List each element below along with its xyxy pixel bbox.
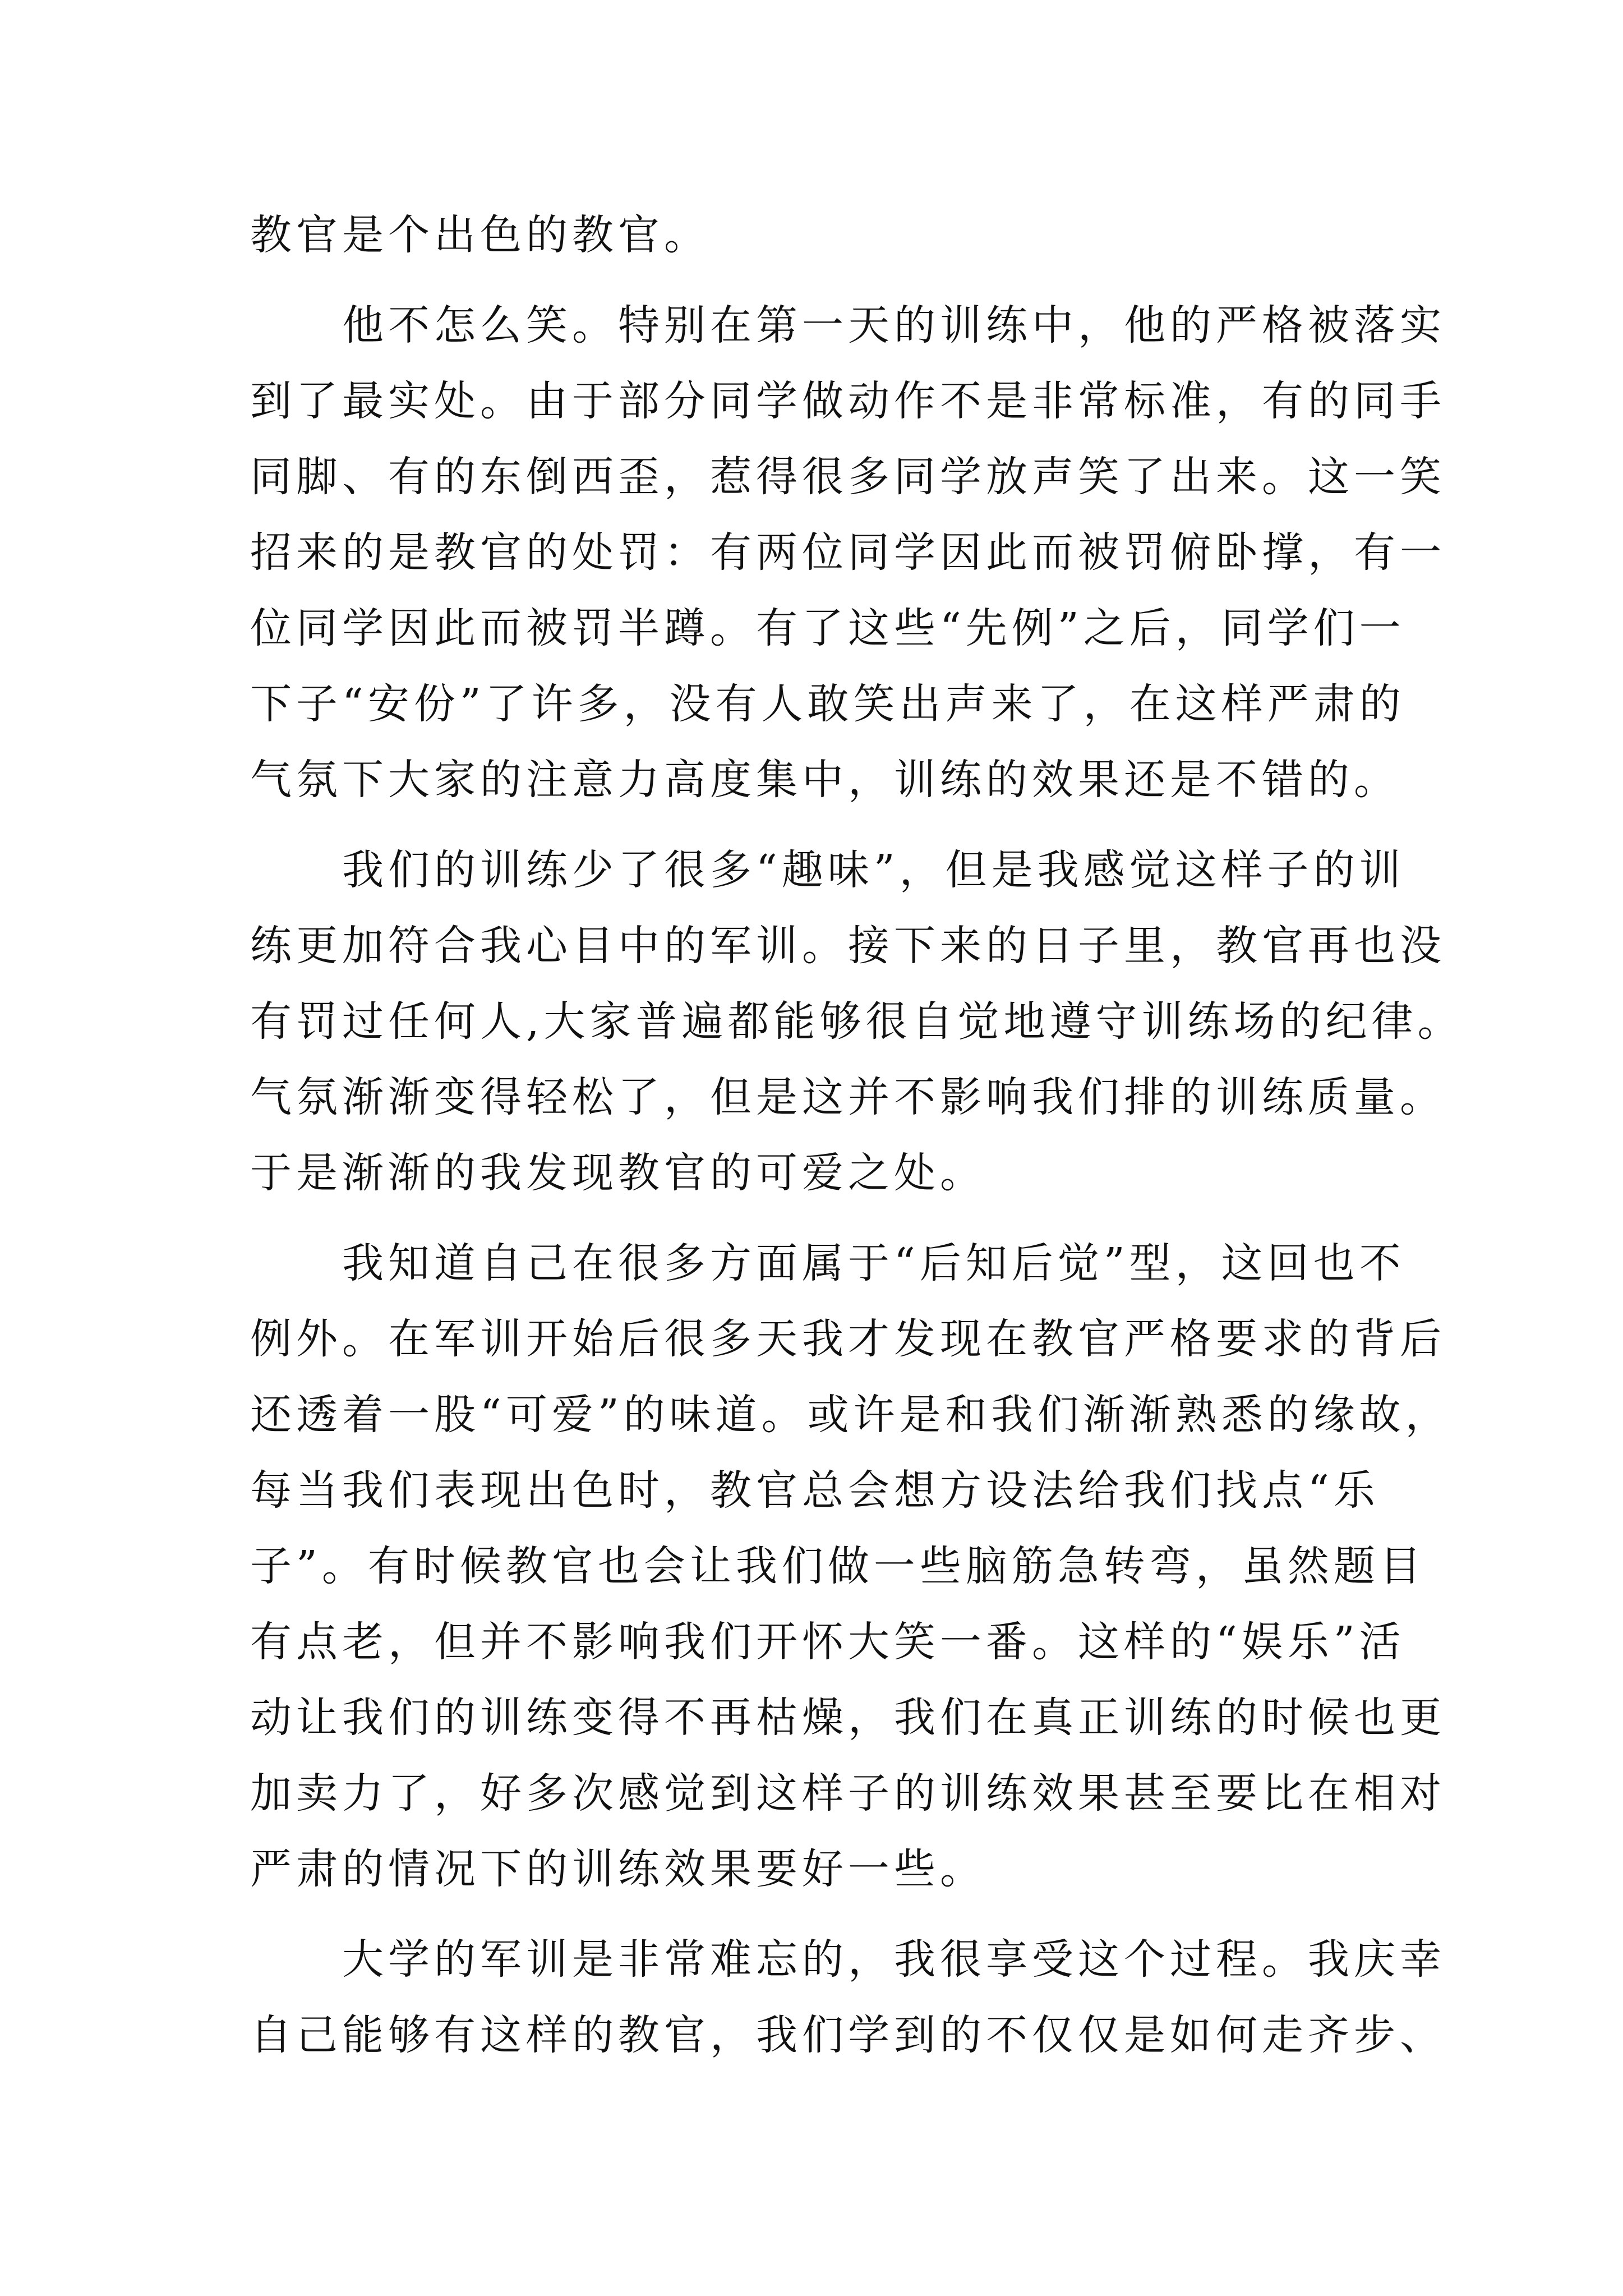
paragraph-2	[250, 288, 1446, 818]
text-line: 位同学因此而被罚半蹲。有了这些“先例”之后，同学们一	[250, 604, 1405, 652]
text-line: 每当我们表现出色时，教官总会想方设法给我们找点“乐	[250, 1466, 1380, 1515]
text-line: 同脚、有的东倒西歪，惹得很多同学放声笑了出来。这一笑	[250, 453, 1446, 501]
text-line: 有点老，但并不影响我们开怀大笑一番。这样的“娱乐”活	[250, 1618, 1405, 1666]
text-line: 气氛渐渐变得轻松了，但是这并不影响我们排的训练质量。	[250, 1073, 1446, 1121]
text-line: 例外。在军训开始后很多天我才发现在教官严格要求的背后	[250, 1315, 1446, 1363]
text-line: 我知道自己在很多方面属于“后知后觉”型，这回也不	[342, 1239, 1405, 1287]
text-line: 练更加符合我心目中的军训。接下来的日子里，教官再也没	[250, 922, 1446, 970]
paragraph-1	[250, 197, 1377, 273]
text-line: 子”。有时候教官也会让我们做一些脑筋急转弯，虽然题目	[250, 1542, 1426, 1590]
paragraph-4	[250, 1226, 1451, 1907]
text-line: 于是渐渐的我发现教官的可爱之处。	[250, 1149, 986, 1197]
paragraph-3	[250, 832, 1464, 1211]
text-line: 到了最实处。由于部分同学做动作不是非常标准，有的同手	[250, 377, 1446, 425]
text-line: 有罚过任何人,大家普遍都能够很自觉地遵守训练场的纪律。	[250, 997, 1464, 1046]
body-text	[250, 197, 1464, 2073]
text-line: 大学的军训是非常难忘的，我很享受这个过程。我庆幸	[342, 1935, 1446, 1984]
text-line: 还透着一股“可爱”的味道。或许是和我们渐渐熟悉的缘故，	[250, 1391, 1451, 1439]
paragraph-5	[250, 1922, 1446, 2073]
text-line: 我们的训练少了很多“趣味”，但是我感觉这样子的训	[342, 846, 1405, 894]
text-line: 气氛下大家的注意力高度集中，训练的效果还是不错的。	[250, 756, 1400, 804]
text-line: 他不怎么笑。特别在第一天的训练中，他的严格被落实	[342, 301, 1446, 349]
text-line: 动让我们的训练变得不再枯燥，我们在真正训练的时候也更	[250, 1694, 1446, 1742]
text-line: 自己能够有这样的教官，我们学到的不仅仅是如何走齐步、	[250, 2011, 1446, 2059]
text-line: 招来的是教官的处罚：有两位同学因此而被罚俯卧撑，有一	[250, 528, 1446, 577]
text-line: 下子“安份”了许多，没有人敢笑出声来了，在这样严肃的	[250, 680, 1405, 728]
text-line: 加卖力了，好多次感觉到这样子的训练效果甚至要比在相对	[250, 1769, 1446, 1818]
text-line: 严肃的情况下的训练效果要好一些。	[250, 1845, 986, 1893]
text-line: 教官是个出色的教官。	[250, 211, 710, 259]
